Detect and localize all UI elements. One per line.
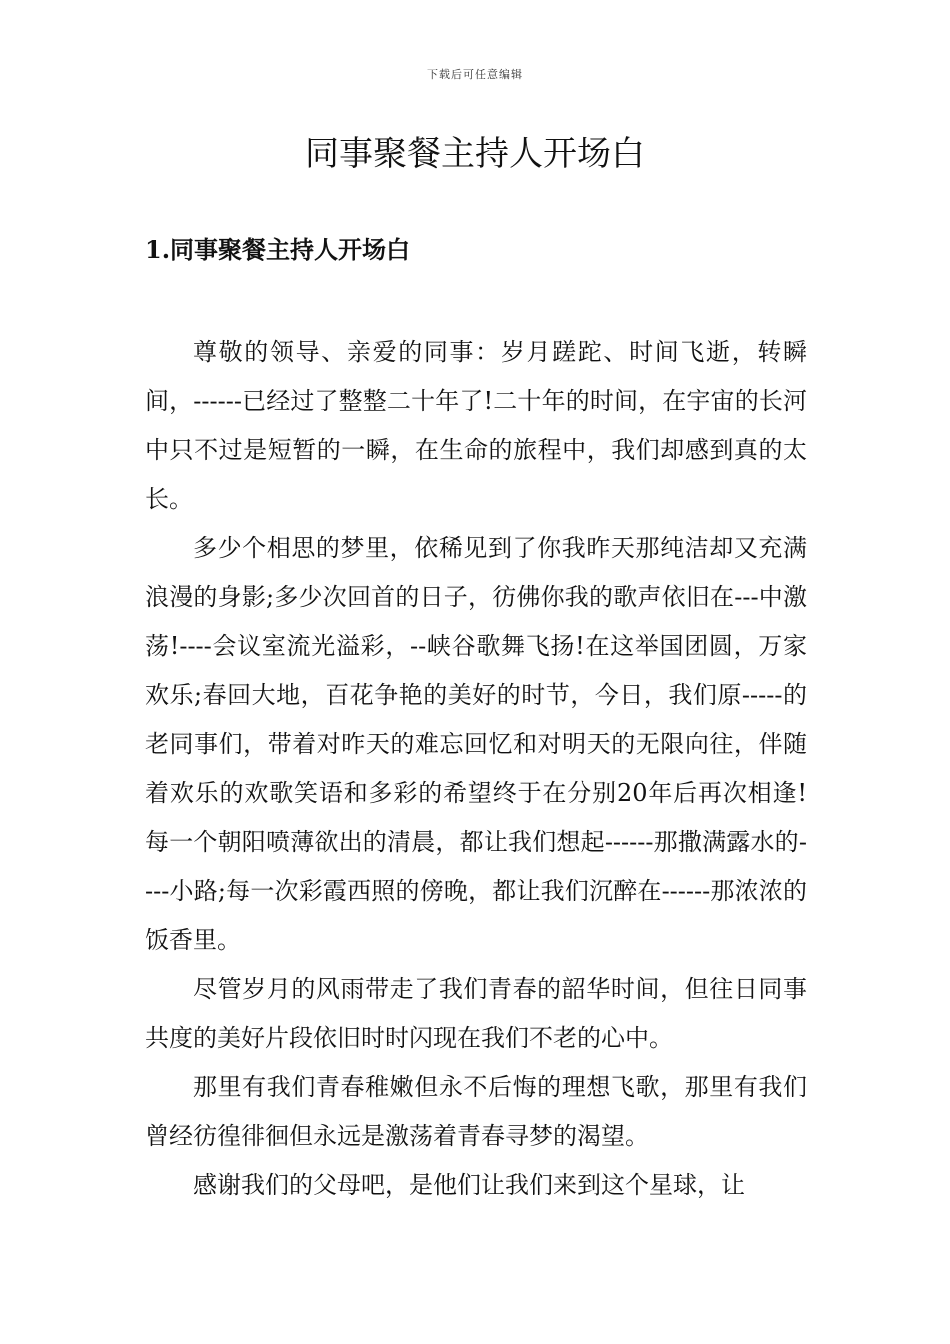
- paragraph-2: 多少个相思的梦里，依稀见到了你我昨天那纯洁却又充满浪漫的身影;多少次回首的日子，彷佛你我的歌声依旧在---中激荡!----会议室流光溢彩，--峡谷歌舞飞扬!在这举国团圆，万家欢乐;春回大地，百花争艳的美好的时节，今日，我们原-----的老同事们，带着对昨天的难忘回忆和对明天的无限向往，伴随着欢乐的欢歌笑语和多彩的希望终于在分别20年后再次相逢!每一个朝阳喷薄欲出的清晨，都让我们想起------那撒满露水的----小路;每一次彩霞西照的傍晚，都让我们沉醉在------那浓浓的饭香里。: [145, 534, 807, 954]
- section-heading: 1.同事聚餐主持人开场白: [145, 235, 411, 264]
- paragraph-4: 那里有我们青春稚嫩但永不后悔的理想飞歌，那里有我们曾经彷徨徘徊但永远是激荡着青春寻梦的渴望。: [145, 1073, 807, 1150]
- body-text: [145, 328, 807, 1210]
- header-note: 下载后可任意编辑: [427, 68, 523, 81]
- paragraph-1: 尊敬的领导、亲爱的同事：岁月蹉跎、时间飞逝，转瞬间，------已经过了整整二十年了!二十年的时间，在宇宙的长河中只不过是短暂的一瞬，在生命的旅程中，我们却感到真的太长。: [145, 338, 807, 513]
- paragraph-5: 感谢我们的父母吧，是他们让我们来到这个星球，让: [193, 1171, 745, 1199]
- document-title: 同事聚餐主持人开场白: [305, 134, 645, 174]
- paragraph-3: 尽管岁月的风雨带走了我们青春的韶华时间，但往日同事共度的美好片段依旧时时闪现在我们不老的心中。: [145, 975, 807, 1052]
